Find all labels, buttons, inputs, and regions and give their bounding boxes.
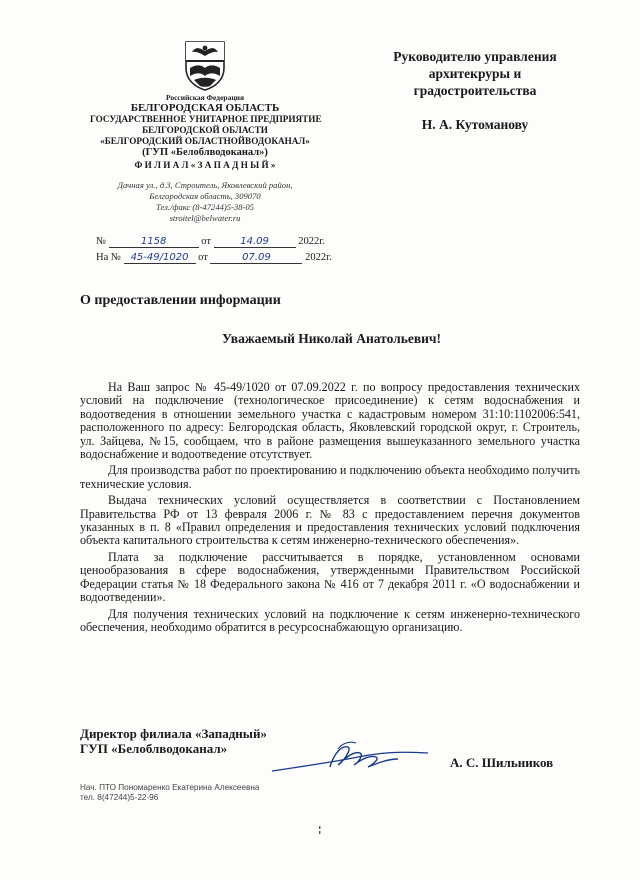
- executor-footer: [80, 783, 259, 803]
- reply-number-label: На №: [96, 252, 121, 263]
- outgoing-date-field: 14.09: [214, 236, 296, 248]
- outgoing-number-field: 1158: [109, 236, 199, 248]
- org-name-line2: БЕЛГОРОДСКОЙ ОБЛАСТИ: [142, 125, 268, 135]
- executor-phone: тел. 8(47244)5-22-96: [80, 793, 159, 802]
- address-line2: Белгородская область, 309070: [149, 191, 261, 201]
- executor-name: Нач. ПТО Пономаренко Екатерина Алексеевна: [80, 783, 260, 792]
- reply-date-field: 07.09: [210, 252, 302, 264]
- reply-number-line: [96, 252, 332, 264]
- reply-year-label: 2022г.: [305, 252, 332, 263]
- body-paragraph: Для производства работ по проектированию и подключению объекта необходимо получить технические условия.: [80, 463, 580, 491]
- letter-body: [80, 381, 580, 637]
- number-label: №: [96, 236, 107, 247]
- addressee-line1: Руководителю управления: [393, 49, 557, 64]
- outgoing-number-line: [96, 236, 325, 248]
- coat-of-arms-icon: [180, 38, 230, 92]
- letter-subject: О предоставлении информации: [80, 293, 281, 308]
- phone-fax: Тел./факс (8-47244)5-38-05: [156, 202, 254, 212]
- reply-from-label: от: [198, 252, 208, 263]
- signatory-position: [80, 726, 267, 756]
- email: stroitel@belwater.ru: [169, 213, 241, 223]
- org-name-line3: «БЕЛГОРОДСКИЙ ОБЛАСТНОЙВОДОКАНАЛ»: [100, 136, 310, 146]
- region-label: БЕЛГОРОДСКАЯ ОБЛАСТЬ: [130, 102, 280, 114]
- address-line1: Дачная ул., д.3, Строитель, Яковлевский район,: [117, 180, 293, 190]
- position-line2: ГУП «Белоблводоканал»: [80, 741, 228, 756]
- reply-number-field: 45-49/1020: [124, 252, 196, 264]
- org-short-name: (ГУП «Белоблводоканал»): [142, 147, 268, 158]
- addressee-line2: архитекруры и: [428, 66, 522, 81]
- addressee-name: Н. А. Кутоманову: [421, 117, 529, 132]
- branch-name: Ф И Л И А Л « З А П А Д Н Ы Й »: [134, 160, 276, 170]
- country-label: Российская Федерация: [165, 93, 245, 102]
- from-label: от: [201, 236, 211, 247]
- letter-greeting: Уважаемый Николай Анатольевич!: [222, 331, 442, 346]
- body-paragraph: Для получения технических условий на подключение к сетям инженерно-технического обеспечения, необходимо обратится в ресурсоснабжающую организацию.: [80, 606, 580, 634]
- org-name-line1: ГОСУДАРСТВЕННОЕ УНИТАРНОЕ ПРЕДПРИЯТИЕ: [90, 114, 322, 124]
- letterhead: [90, 38, 320, 224]
- signatory-name: А. С. Шильников: [450, 755, 554, 770]
- body-paragraph: Выдача технических условий осуществляется в соответствии с Постановлением Правительства РФ от 13 февраля 2006 г. № 83 с предоставлением перечня документов указанных в п. 8 «Правил определения и предоставления технических условий подключения объекта капитального строительства к сетям инженерно-технического обеспечения».: [80, 493, 580, 548]
- body-paragraph: Плата за подключение рассчитывается в порядке, установленном основами ценообразования в сфере водоснабжения, утвержденными Правительством Российской Федерации статья № 18 Федерального закона № 416 от 7 декабря 2011 г. «О водоснабжении и водоотведении».: [80, 549, 580, 605]
- year-label: 2022г.: [298, 236, 325, 247]
- scan-mark: [318, 826, 322, 836]
- position-line1: Директор филиала «Западный»: [80, 726, 267, 741]
- addressee-line3: градостроительства: [413, 83, 537, 98]
- body-paragraph: На Ваш запрос № 45-49/1020 от 07.09.2022 г. по вопросу предоставления технических условий на подключение (технологическое присоединение) к сетям водоснабжения и водоотведения в отношении земельного участка с кадастровым номером 31:10:1102006:541, расположенного по адресу: Белгородская область, Яковлевский городской округ, г. Строитель, ул. Зайцева, №15, сообщаем, что в районе размещения вышеуказанного земельного участка водоснабжение и водоотведение отсутствует.: [80, 380, 580, 462]
- addressee-block: [370, 48, 580, 133]
- handwritten-signature: [268, 737, 438, 777]
